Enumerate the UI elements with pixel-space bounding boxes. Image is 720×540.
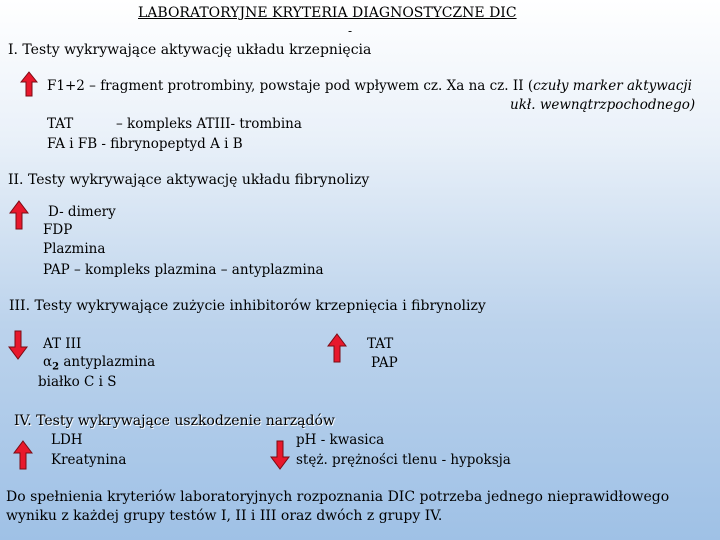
page-title: LABORATORYJNE KRYTERIA DIAGNOSTYCZNE DIC [138,5,517,21]
at-iii-item: AT III [43,336,82,352]
section-1-line-1 [47,78,692,94]
section-3-heading: III. Testy wykrywające zużycie inhibitorów krzepnięcia i fibrynolizy [9,298,486,314]
tlen-item: stęż. prężności tlenu - hypoksja [296,452,511,468]
fdp-item: FDP [43,222,73,238]
down-arrow-icon [270,440,290,470]
kreatynina-item: Kreatynina [51,452,127,468]
conclusion-text: Do spełnienia kryteriów laboratoryjnych rozpoznania DIC potrzeba jednego nieprawidłowego wyniku z każdej grupy testów I, II i III oraz dwóch z grupy IV. [6,489,670,524]
ph-item: pH - kwasica [296,432,385,448]
plazmina-item: Plazmina [43,241,106,257]
up-arrow-icon [13,440,33,470]
ldh-item: LDH [51,432,83,448]
tat-item: TAT [367,336,394,352]
antyplazmina-text: antyplazmina [59,354,156,370]
pap-right-item: PAP [371,355,398,371]
section-1-heading: I. Testy wykrywające aktywację układu krzepnięcia [8,42,372,58]
alpha-subscript: 2 [52,361,60,373]
f12-italic-note-continued: ukł. wewnątrzpochodnego) [510,97,696,113]
up-arrow-icon [9,200,29,230]
section-2-heading: II. Testy wykrywające aktywację układu fibrynolizy [8,172,370,188]
d-dimery-item: D- dimery [48,204,116,220]
f12-text: F1+2 – fragment protrombiny, powstaje pod wpływem cz. Xa na cz. II ( [47,78,534,94]
section-4-heading: IV. Testy wykrywające uszkodzenie narządów [14,413,335,429]
tat-label: TAT [47,116,74,132]
up-arrow-icon [20,71,38,97]
tat-description: – kompleks ATIII- trombina [116,116,302,132]
title-mark: - [348,24,353,38]
down-arrow-icon [8,330,28,360]
up-arrow-icon [327,333,347,363]
pap-item: PAP – kompleks plazmina – antyplazmina [43,262,324,278]
fa-fb-line: FA i FB - fibrynopeptyd A i B [47,136,243,152]
bialko-c-s-item: białko C i S [38,374,117,390]
alpha-symbol: α [43,354,53,370]
antyplazmina-item [43,354,155,376]
f12-italic-note: czuły marker aktywacji [533,78,692,94]
